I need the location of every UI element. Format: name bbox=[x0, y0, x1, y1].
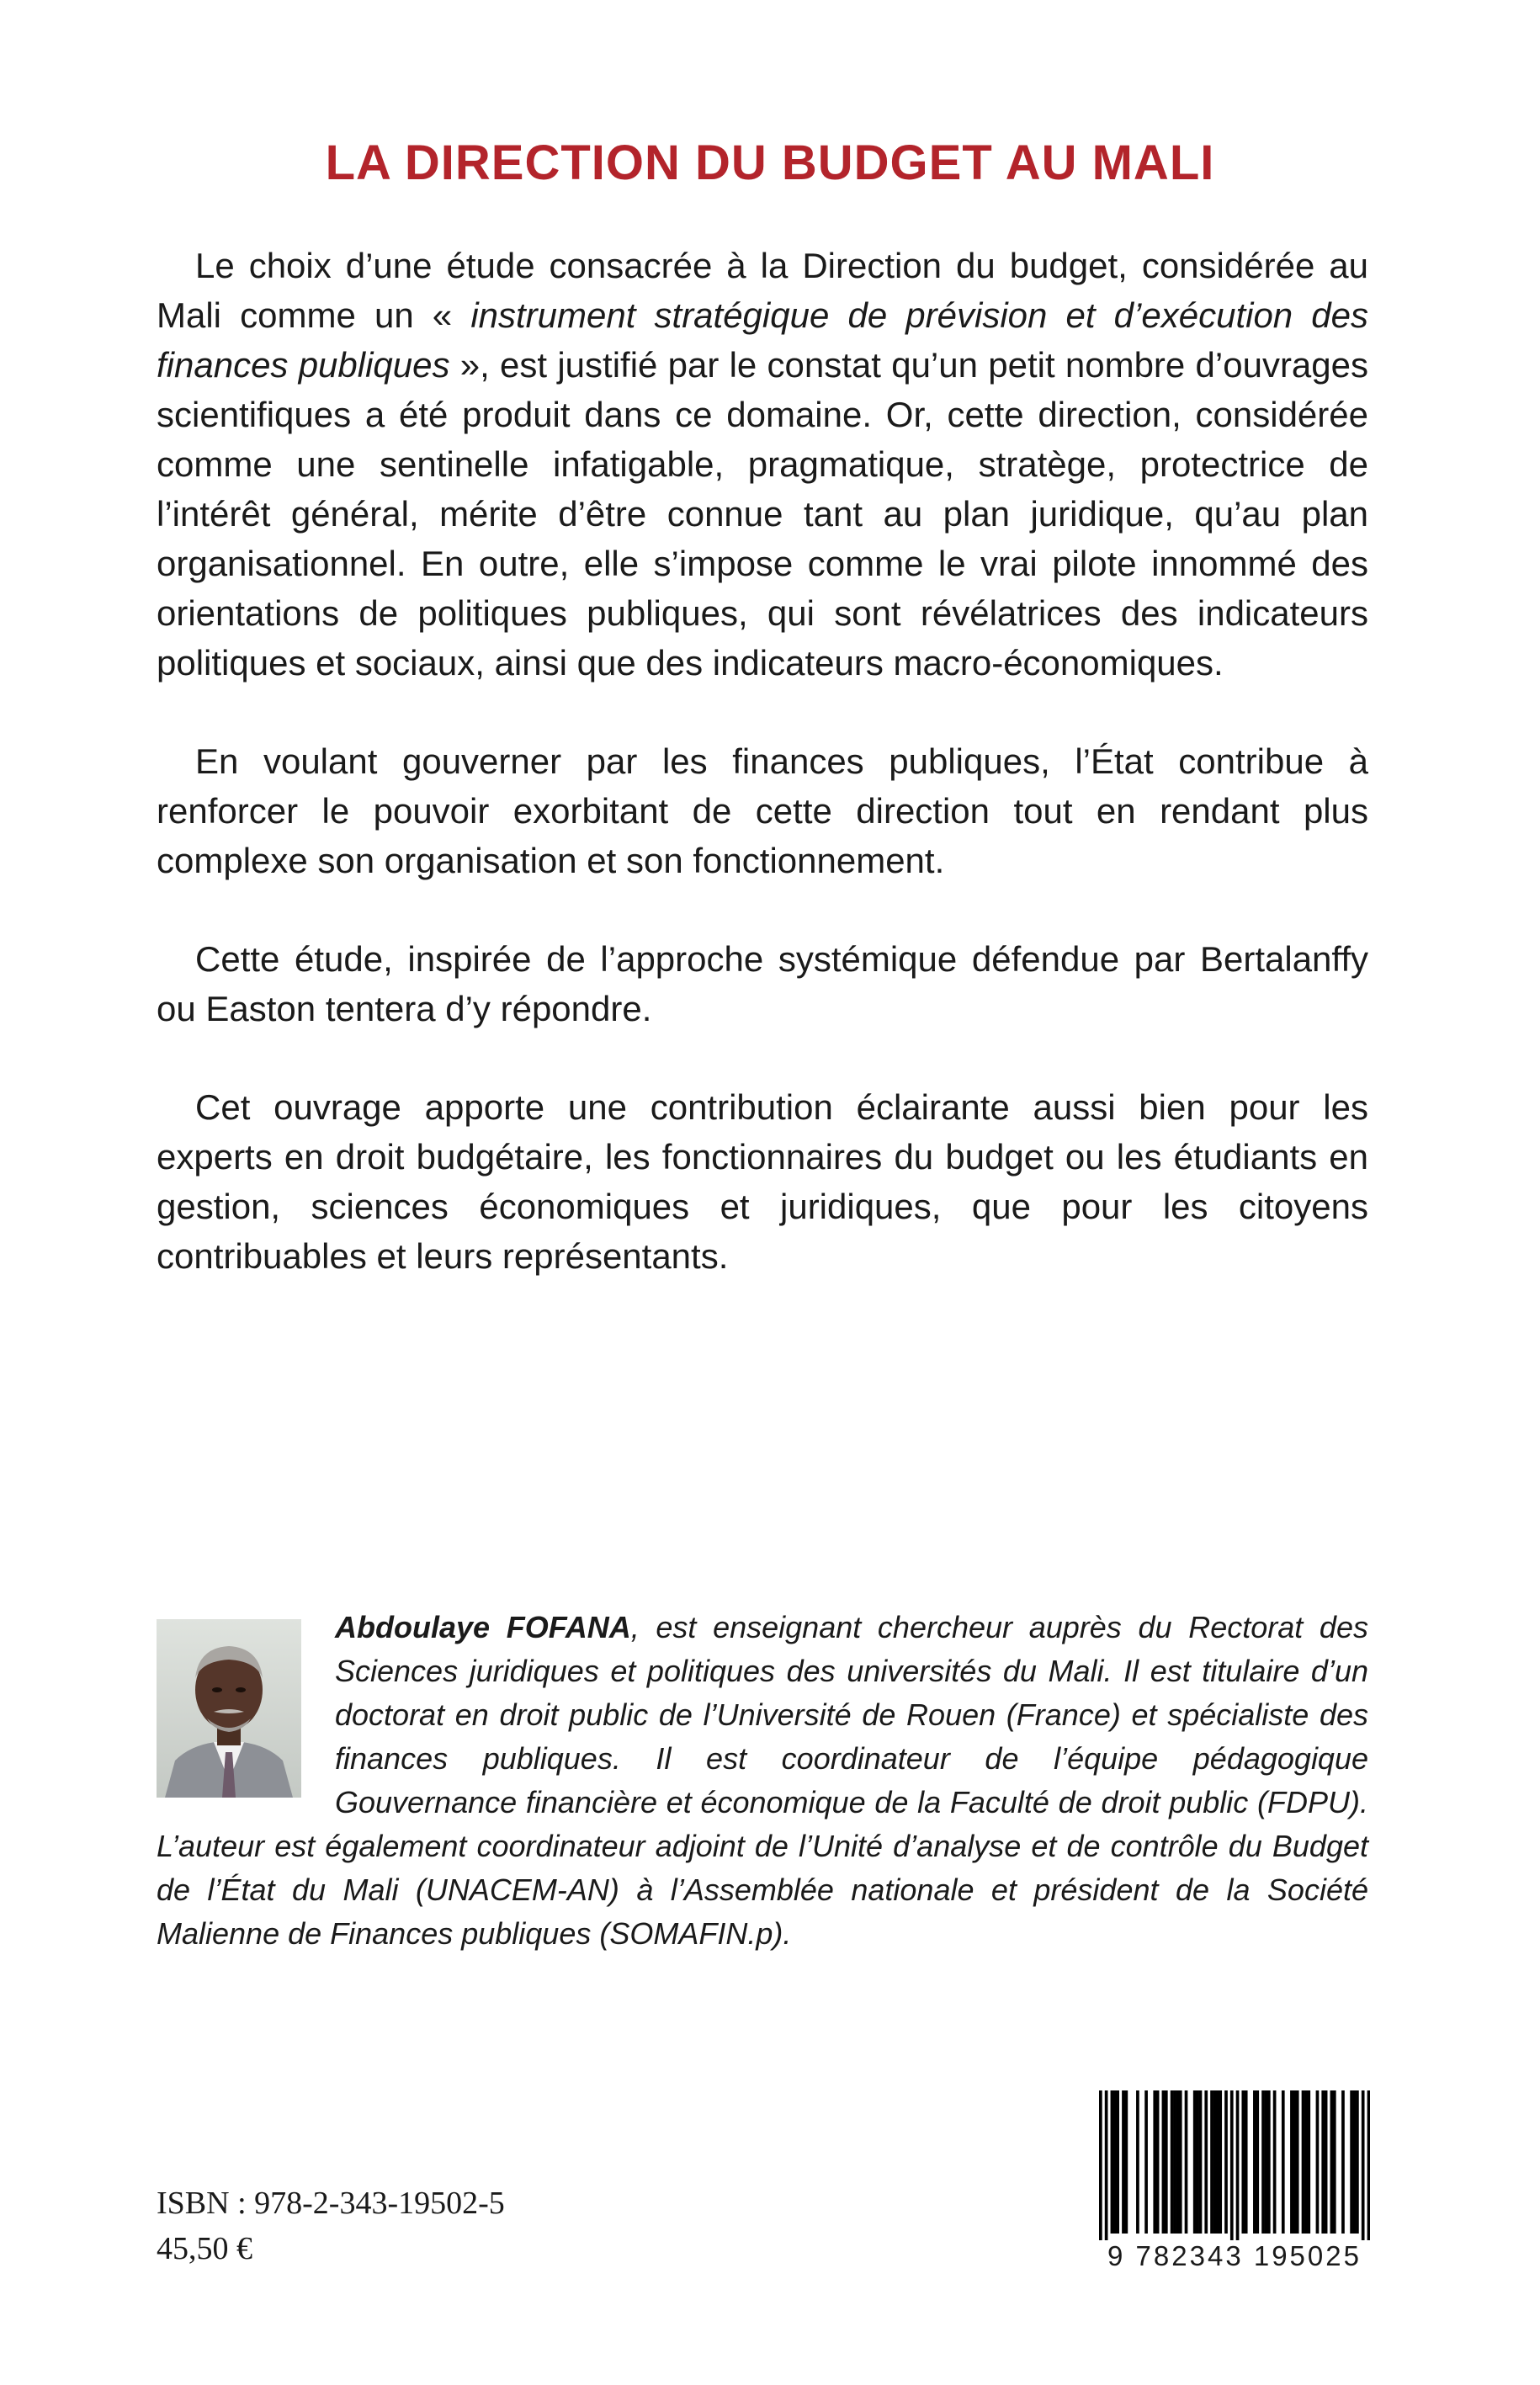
paragraph-3: Cette étude, inspirée de l’approche systémique défendue par Bertalanffy ou Easton tentera d’y répondre. bbox=[157, 939, 1368, 1028]
barcode-bar bbox=[1122, 2090, 1125, 2234]
barcode-bar bbox=[1261, 2090, 1265, 2234]
barcode-bar bbox=[1176, 2090, 1180, 2234]
barcode-bar bbox=[1236, 2090, 1240, 2240]
barcode-bar bbox=[1144, 2090, 1148, 2234]
isbn: ISBN : 978-2-343-19502-5 bbox=[157, 2186, 505, 2221]
barcode-bar bbox=[1204, 2090, 1208, 2234]
barcode-bar bbox=[1099, 2090, 1102, 2240]
barcode-bar bbox=[1213, 2090, 1217, 2234]
barcode-bar bbox=[1330, 2090, 1334, 2234]
barcode-bar bbox=[1224, 2090, 1228, 2234]
barcode-bar bbox=[1173, 2090, 1176, 2234]
barcode-bar bbox=[1273, 2090, 1277, 2234]
barcode-bar bbox=[1290, 2090, 1293, 2234]
barcode-bar bbox=[1325, 2090, 1328, 2234]
barcode-bar bbox=[1267, 2090, 1271, 2234]
barcode-bar bbox=[1307, 2090, 1310, 2234]
barcode-bar bbox=[1185, 2090, 1188, 2234]
barcode-bar bbox=[1136, 2090, 1139, 2234]
barcode-bar bbox=[1199, 2090, 1203, 2234]
author-name: Abdoulaye FOFANA bbox=[335, 1610, 631, 1644]
barcode-bar bbox=[1353, 2090, 1357, 2234]
barcode-bar bbox=[1241, 2090, 1245, 2234]
paragraph-2: En voulant gouverner par les finances publiques, l’État contribue à renforcer le pouvoir exorbitant de cette direction tout en rendant plus complexe son organisation et son fonctionnement. bbox=[157, 741, 1368, 880]
barcode-bar bbox=[1216, 2090, 1219, 2234]
paragraph-1-part-b: », est justifié par le constat qu’un petit nombre d’ouvrages scientifiques a été produit dans ce domaine. Or, cette direction, considérée comme une sentinelle infatigable, pragmatique, stratège, protectrice de l’intérêt général, mérite d’être connue tant au plan juridique, qu’au plan organisationnel. En outre, elle s’impose comme le vrai pilote innommé des orientations de politiques publiques, qui sont révélatrices des indicateurs politiques et sociaux, ainsi que des indicateurs macro-économiques. bbox=[157, 345, 1369, 683]
book-title: LA DIRECTION DU BUDGET AU MALI bbox=[325, 135, 1215, 190]
barcode-bar bbox=[1321, 2090, 1325, 2234]
barcode-bar bbox=[1341, 2090, 1345, 2234]
description-text bbox=[157, 241, 1368, 1330]
barcode-bar bbox=[1219, 2090, 1222, 2234]
barcode-bar bbox=[1282, 2090, 1285, 2234]
barcode-bar bbox=[1116, 2090, 1119, 2234]
barcode-number: 9 782343 195025 bbox=[1107, 2240, 1362, 2271]
paragraph-1-quote: instrument stratégique de prévision et d’exécution des finances publiques bbox=[157, 295, 1369, 385]
barcode-bar bbox=[1162, 2090, 1166, 2234]
barcode bbox=[1099, 2090, 1370, 2289]
author-bio-text: , est enseignant chercheur auprès du Rectorat des Sciences juridiques et politiques des universités du Mali. Il est titulaire d’un doctorat en droit public de l’Université de Rouen (France) et spécialiste des finances publiques. Il est coordinateur de l’équipe pédagogique Gouvernance financière et économique de la Faculté de droit public (FDPU). L’auteur est également coordinateur adjoint de l’Unité d’analyse et de contrôle du Budget de l’État du Mali (UNACEM-AN) à l’Assemblée nationale et président de la Société Malienne de Finances publiques (SOMAFIN.p). bbox=[157, 1610, 1368, 1951]
barcode-bar bbox=[1367, 2090, 1370, 2240]
paragraph-4: Cet ouvrage apporte une contribution éclairante aussi bien pour les experts en droit budgétaire, les fonctionnaires du budget ou les étudiants en gestion, sciences économiques et juridiques, que pour les citoyens contribuables et leurs représentants. bbox=[157, 1087, 1368, 1276]
barcode-bar bbox=[1105, 2090, 1108, 2240]
barcode-bar bbox=[1296, 2090, 1299, 2234]
author-photo bbox=[157, 1619, 301, 1798]
barcode-bar bbox=[1156, 2090, 1160, 2234]
barcode-bar bbox=[1356, 2090, 1359, 2234]
barcode-bar bbox=[1171, 2090, 1174, 2234]
barcode-bar bbox=[1333, 2090, 1336, 2234]
barcode-bar bbox=[1362, 2090, 1365, 2240]
barcode-bar bbox=[1125, 2090, 1128, 2234]
barcode-bar bbox=[1210, 2090, 1213, 2234]
author-bio bbox=[157, 1606, 1368, 1956]
barcode-bar bbox=[1350, 2090, 1353, 2234]
barcode-bar bbox=[1165, 2090, 1168, 2234]
barcode-bar bbox=[1304, 2090, 1308, 2234]
barcode-bar bbox=[1256, 2090, 1259, 2234]
barcode-bar bbox=[1230, 2090, 1234, 2240]
barcode-bar bbox=[1293, 2090, 1296, 2234]
barcode-bars bbox=[1099, 2090, 1370, 2240]
paragraph-1 bbox=[157, 241, 1368, 688]
barcode-bar bbox=[1196, 2090, 1199, 2234]
barcode-bar bbox=[1265, 2090, 1268, 2234]
barcode-bar bbox=[1245, 2090, 1248, 2234]
paragraph-1-part-a: Le choix d’une étude consacrée à la Direction du budget, considérée au Mali comme un « bbox=[157, 246, 1368, 335]
barcode-bar bbox=[1253, 2090, 1256, 2234]
barcode-bar bbox=[1193, 2090, 1197, 2234]
price: 45,50 € bbox=[157, 2231, 252, 2266]
barcode-bar bbox=[1316, 2090, 1320, 2234]
barcode-bar bbox=[1153, 2090, 1156, 2234]
author-portrait-image bbox=[157, 1619, 301, 1798]
barcode-bar bbox=[1179, 2090, 1182, 2234]
barcode-bar bbox=[1111, 2090, 1114, 2234]
barcode-bar bbox=[1113, 2090, 1117, 2234]
barcode-bar bbox=[1302, 2090, 1305, 2234]
